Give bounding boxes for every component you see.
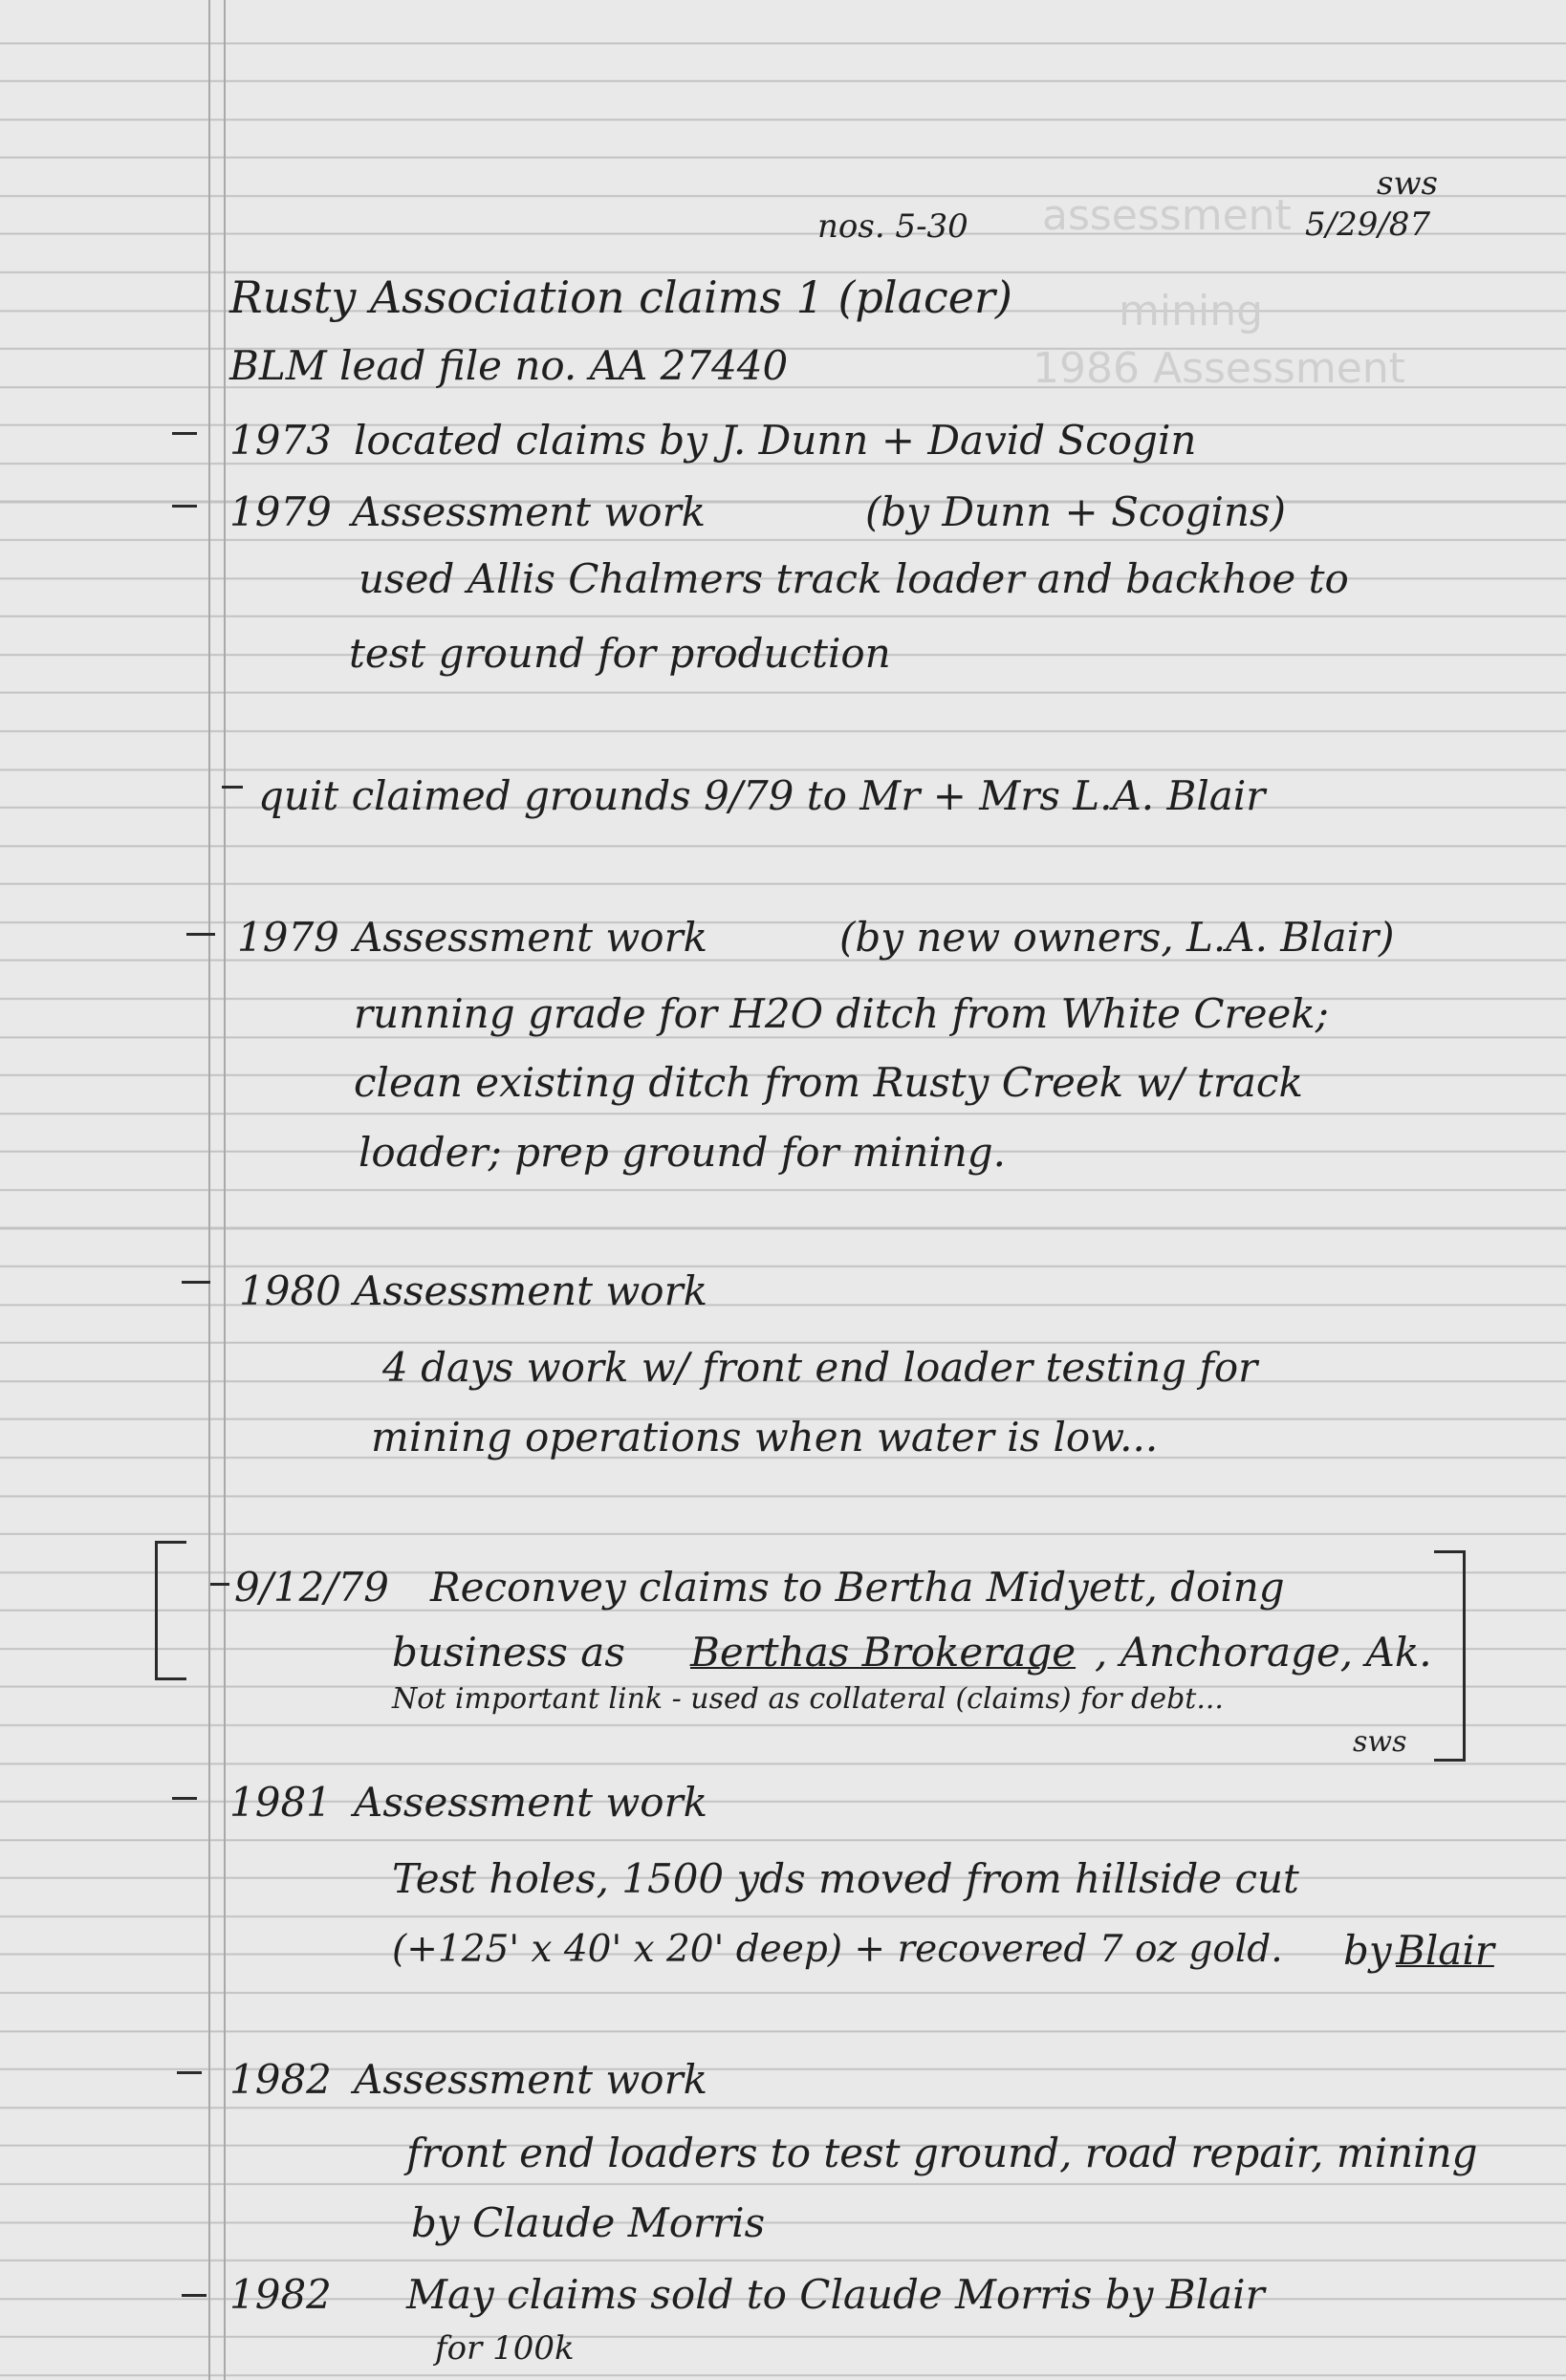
entry-line: business as	[392, 1629, 625, 1676]
entry-date: 1981	[229, 1779, 332, 1826]
margin-line-inner	[224, 0, 226, 2380]
bleed-through-text: assessment	[1042, 191, 1292, 240]
entry-heading: Assessment work	[352, 488, 707, 535]
reference-number: nos. 5-30	[817, 207, 968, 246]
entry-date: 1982	[229, 2271, 332, 2318]
entry-date: 1973	[229, 417, 332, 464]
header-initials: sws	[1377, 164, 1438, 203]
entry-heading: Assessment work	[354, 914, 708, 961]
entry-line: by Claude Morris	[411, 2199, 766, 2246]
bleed-through-text: 1986 Assessment	[1033, 344, 1405, 393]
entry-note: (by Dunn + Scogins)	[865, 488, 1286, 535]
entry-dash	[182, 2294, 207, 2297]
left-bracket	[155, 1541, 186, 1680]
annotation: Not important link - used as collateral (claims) for debt...	[392, 1682, 1224, 1716]
entry-date: 9/12/79	[234, 1564, 389, 1611]
entry-dash	[172, 1797, 197, 1800]
business-name: Berthas Brokerage	[690, 1629, 1077, 1676]
entry-date: 1979	[237, 914, 339, 961]
entry-text: located claims by J. Dunn + David Scogin	[354, 417, 1197, 464]
entry-line: front end loaders to test ground, road repair, mining	[406, 2130, 1478, 2176]
entry-heading: Assessment work	[354, 1779, 708, 1826]
entry-line: (+125' x 40' x 20' deep) + recovered 7 oz gold.	[392, 1928, 1283, 1971]
entry-line: for 100k	[435, 2329, 575, 2368]
entry-line: running grade for H2O ditch from White Creek;	[354, 990, 1329, 1037]
entry-text: May claims sold to Claude Morris by Blair	[406, 2271, 1265, 2318]
entry-by: by	[1343, 1927, 1392, 1974]
entry-by-name: Blair	[1396, 1927, 1494, 1974]
entry-date: 1982	[229, 2056, 332, 2103]
entry-line: test ground for production	[349, 630, 891, 677]
header-date: 5/29/87	[1305, 206, 1431, 244]
entry-line: mining operations when water is low...	[371, 1414, 1159, 1460]
entry-dash	[172, 505, 197, 508]
document-title: Rusty Association claims 1 (placer)	[229, 271, 1012, 323]
entry-dash	[210, 1583, 229, 1586]
entry-date: 1980	[239, 1267, 341, 1314]
entry-dash	[186, 933, 215, 936]
bleed-through-text: mining	[1119, 287, 1264, 335]
entry-text: Reconvey claims to Bertha Midyett, doing	[430, 1564, 1285, 1611]
entry-heading: Assessment work	[354, 1267, 708, 1314]
entry-line: Test holes, 1500 yds moved from hillside cut	[392, 1855, 1299, 1902]
entry-line: clean existing ditch from Rusty Creek w/ track	[354, 1059, 1303, 1106]
entry-line: used Allis Chalmers track loader and backhoe to	[359, 555, 1349, 602]
entry-dash	[177, 2071, 202, 2074]
entry-date: 1979	[229, 488, 332, 535]
entry-line: loader; prep ground for mining.	[359, 1129, 1007, 1176]
annotation-initials: sws	[1353, 1725, 1407, 1759]
right-bracket	[1434, 1550, 1466, 1762]
entry-note: (by new owners, L.A. Blair)	[839, 914, 1395, 961]
file-number-line: BLM lead file no. AA 27440	[229, 342, 789, 389]
entry-line: , Anchorage, Ak.	[1095, 1629, 1432, 1676]
entry-line: 4 days work w/ front end loader testing for	[382, 1344, 1258, 1391]
entry-dash	[222, 786, 243, 789]
margin-line-outer	[208, 0, 210, 2380]
entry-dash	[182, 1281, 210, 1284]
entry-dash	[172, 432, 197, 435]
entry-heading: Assessment work	[354, 2056, 708, 2103]
entry-text: quit claimed grounds 9/79 to Mr + Mrs L.A. Blair	[258, 772, 1266, 819]
